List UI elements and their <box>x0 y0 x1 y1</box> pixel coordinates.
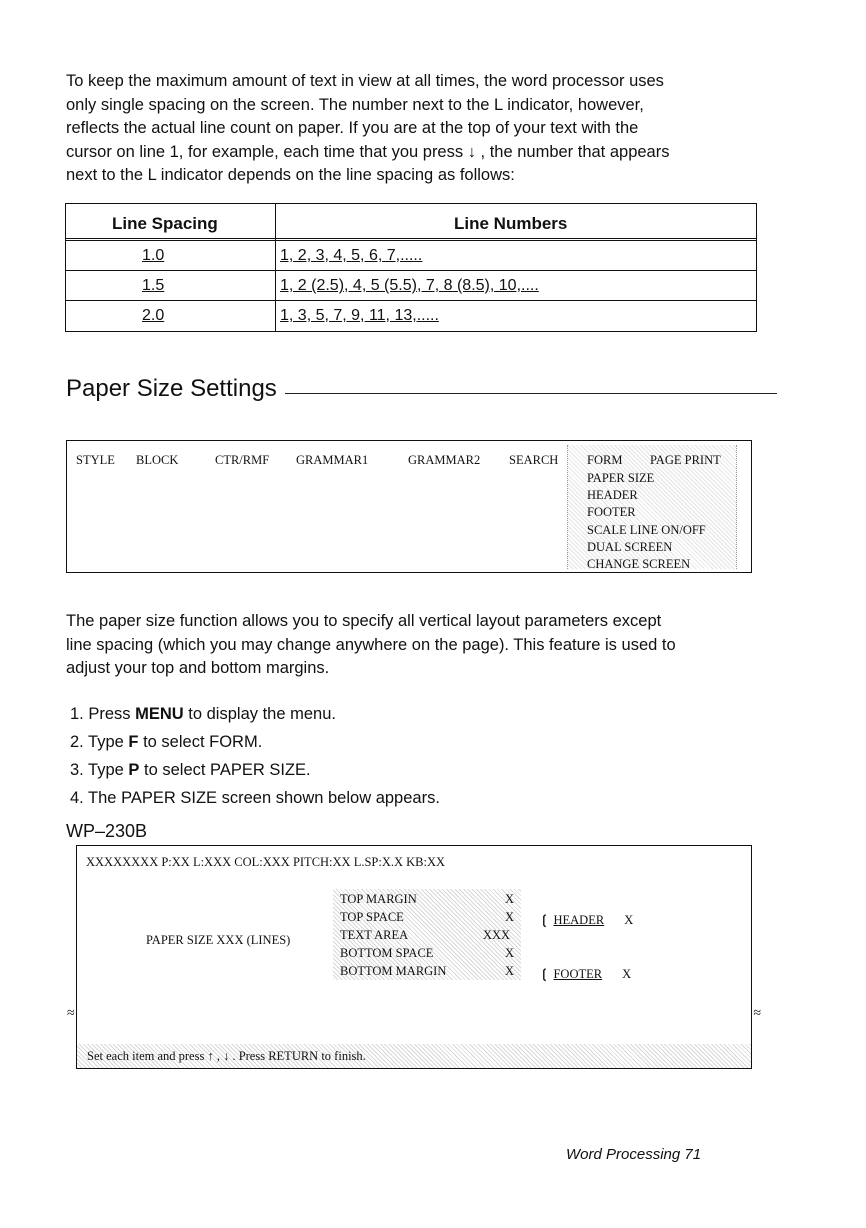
page-footer: Word Processing 71 <box>566 1146 702 1163</box>
intro-line: To keep the maximum amount of text in view at all times, the word processor uses <box>66 72 664 90</box>
prompt-bar <box>77 1044 751 1068</box>
dropdown-item: SCALE LINE ON/OFF <box>587 523 706 537</box>
bottom-margin-value: X <box>505 964 515 978</box>
cell-spacing: 1.0 <box>142 247 165 264</box>
text-area-value: XXX <box>483 928 511 942</box>
table-row <box>66 271 756 301</box>
menu-grammar2: GRAMMAR2 <box>408 453 481 467</box>
intro-paragraph <box>66 70 786 188</box>
description-line: adjust your top and bottom margins. <box>66 659 330 677</box>
cell-numbers: 1, 2, 3, 4, 5, 6, 7,..... <box>280 247 423 264</box>
top-space-label: TOP SPACE <box>340 910 404 924</box>
step-4: 4. The PAPER SIZE screen shown below appears. <box>70 789 440 807</box>
menu-grammar1: GRAMMAR1 <box>296 453 369 467</box>
header-value: X <box>624 913 634 927</box>
bottom-space-label: BOTTOM SPACE <box>340 946 434 960</box>
intro-line: only single spacing on the screen. The number next to the L indicator, however, <box>66 95 644 114</box>
table-row <box>66 241 756 271</box>
table-header <box>66 204 756 241</box>
header-line-spacing: Line Spacing <box>112 214 218 233</box>
text-area-label: TEXT AREA <box>340 928 409 942</box>
footer-label: FOOTER <box>553 967 603 981</box>
menu-block: BLOCK <box>136 453 179 467</box>
dropdown-item: CHANGE SCREEN <box>587 557 691 571</box>
intro-line: cursor on line 1, for example, each time that you press ↓ , the number that appears <box>66 142 670 161</box>
cell-spacing: 1.5 <box>142 277 165 294</box>
bottom-margin-label: BOTTOM MARGIN <box>340 964 447 978</box>
footer-setting <box>539 966 631 982</box>
description-line: The paper size function allows you to specify all vertical layout parameters except <box>66 612 662 630</box>
steps-list <box>70 700 440 812</box>
bottom-space-value: X <box>505 946 515 960</box>
section-rule <box>285 393 777 394</box>
line-spacing-table <box>65 203 757 332</box>
table-row <box>66 301 756 330</box>
menu-form: FORM <box>587 453 623 467</box>
tear-left-icon: ≈ <box>67 1006 75 1021</box>
menu-screen <box>66 440 752 573</box>
description-paragraph <box>66 610 786 681</box>
footer-value: X <box>622 967 632 981</box>
cell-spacing: 2.0 <box>142 307 165 324</box>
dropdown-item: DUAL SCREEN <box>587 540 673 554</box>
dropdown-item: HEADER <box>587 488 638 502</box>
header-label: HEADER <box>553 913 605 927</box>
menu-style: STYLE <box>76 453 115 467</box>
top-margin-value: X <box>505 892 515 906</box>
tear-right-icon: ≈ <box>753 1006 761 1021</box>
model-label: WP–230B <box>66 821 148 841</box>
intro-line: next to the L indicator depends on the line spacing as follows: <box>66 166 515 184</box>
section-title: Paper Size Settings <box>66 375 277 402</box>
dropdown-item: PAPER SIZE <box>587 471 655 485</box>
paper-size-value: PAPER SIZE XXX (LINES) <box>146 933 291 947</box>
paper-size-screen <box>67 845 761 1069</box>
intro-line: reflects the actual line count on paper. If you are at the top of your text with the <box>66 119 639 137</box>
step-3: 3. Type P to select PAPER SIZE. <box>70 761 311 779</box>
menu-ctr-rmf: CTR/RMF <box>215 453 270 467</box>
header-line-numbers: Line Numbers <box>454 214 568 233</box>
bracket-icon: ❲ <box>539 967 550 981</box>
bracket-icon: ❲ <box>539 913 550 927</box>
cell-numbers: 1, 3, 5, 7, 9, 11, 13,..... <box>280 307 439 324</box>
step-2: 2. Type F to select FORM. <box>70 733 263 751</box>
cell-numbers: 1, 2 (2.5), 4, 5 (5.5), 7, 8 (8.5), 10,.... <box>280 277 539 294</box>
top-margin-label: TOP MARGIN <box>340 892 417 906</box>
margin-settings <box>333 889 521 980</box>
menu-search: SEARCH <box>509 453 559 467</box>
menu-page-print: PAGE PRINT <box>650 453 721 467</box>
step-1: 1. Press MENU to display the menu. <box>70 705 336 723</box>
top-space-value: X <box>505 910 515 924</box>
status-line: XXXXXXXX P:XX L:XXX COL:XXX PITCH:XX L.SP:X.X KB:XX <box>86 855 446 869</box>
header-setting <box>539 912 633 928</box>
dropdown-item: FOOTER <box>587 505 636 519</box>
form-dropdown <box>567 445 737 569</box>
description-line: line spacing (which you may change anywhere on the page). This feature is used to <box>66 635 676 654</box>
prompt-text: Set each item and press ↑ , ↓ . Press RETURN to finish. <box>87 1049 366 1063</box>
